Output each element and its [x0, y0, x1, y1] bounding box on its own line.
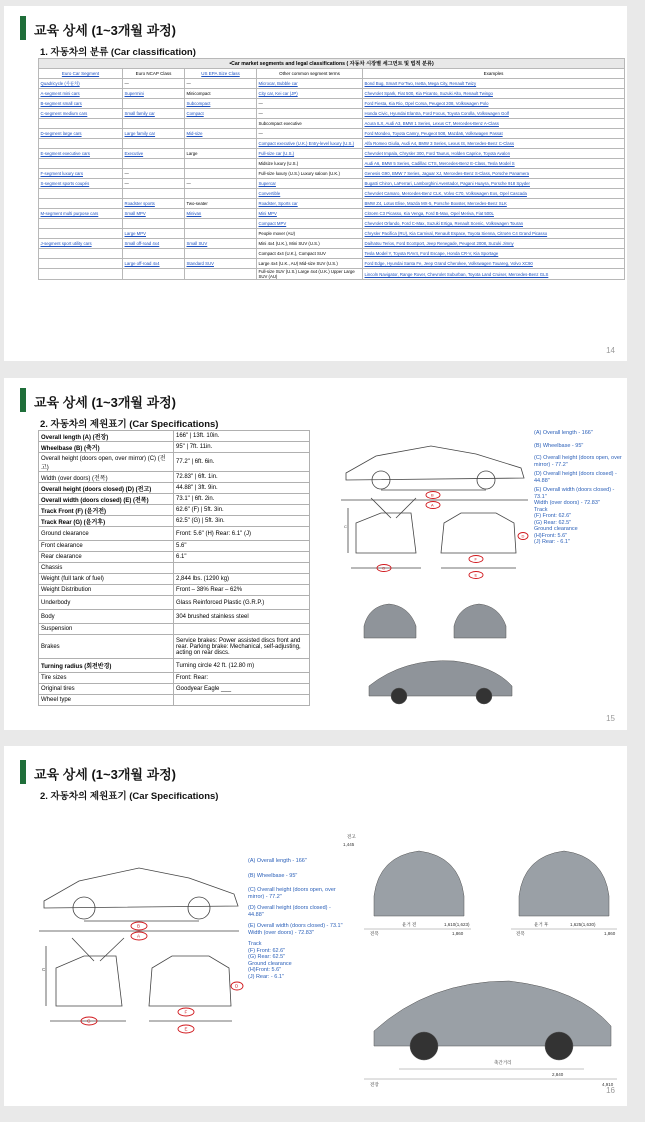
table-cell[interactable]: Small MPV — [123, 209, 185, 219]
spec-row — [39, 453, 310, 472]
table-row — [39, 249, 625, 259]
slide-subtitle: 2. 자동차의 제원표기 (Car Specifications) — [40, 791, 219, 802]
label-e: E — [184, 1026, 188, 1032]
spec-value: 44.88" | 3ft. 9in. — [174, 483, 310, 494]
table-row — [39, 129, 625, 139]
label-d: D — [521, 533, 525, 539]
spec-value: 73.1" | 6ft. 2in. — [174, 494, 310, 505]
dim-wheelbase-value: 2,840 — [552, 1072, 564, 1077]
spec-row — [39, 505, 310, 516]
spec-value: 6.1" — [174, 552, 310, 563]
spec-value: 166" | 13ft. 10in. — [174, 431, 310, 442]
table-cell[interactable]: Subcompact — [185, 99, 257, 109]
table-cell[interactable]: City car, Kei car (JP) — [257, 89, 363, 99]
car-rear-outline — [149, 956, 231, 1006]
table-cell[interactable]: Mid-size — [185, 129, 257, 139]
car-front-outline — [56, 956, 122, 1006]
dim-width-label-2: 전폭 — [516, 931, 525, 936]
car-side-photo — [374, 981, 611, 1046]
car-photos — [344, 586, 534, 716]
table-cell: — — [123, 79, 185, 89]
slide-title: 교육 상세 (1~3개월 과정) — [34, 23, 177, 38]
table-cell — [39, 219, 123, 229]
table-cell[interactable]: J-segment sport utility cars — [39, 239, 123, 249]
label-a: A — [137, 933, 141, 939]
table-cell — [39, 189, 123, 199]
table-cell[interactable]: Standard SUV — [185, 259, 257, 269]
table-cell — [185, 119, 257, 129]
car-brochure-photos — [359, 831, 624, 1086]
table-cell[interactable]: Small family car — [123, 109, 185, 119]
label-g: G — [382, 565, 386, 571]
accent-bar — [20, 388, 26, 412]
table-cell[interactable]: Chrysler Pacifica (RU), Kia Carnival, Renault Espace, Toyota Sienna, Citroën C4 Grand Picasso — [363, 229, 625, 239]
header-ncap: Euro NCAP Class — [123, 69, 185, 79]
spec-key: Wheel type — [39, 695, 174, 706]
spec-key: Chassis — [39, 563, 174, 574]
table-row — [39, 99, 625, 109]
spec-row — [39, 585, 310, 596]
table-cell[interactable]: Supermini — [123, 89, 185, 99]
car-front-outline — [356, 513, 416, 553]
table-cell: Full-size SUV (U.S.) Large 4x4 (U.K.) Upper Large SUV (AU) — [257, 269, 363, 280]
table-cell[interactable]: M-segment multi purpose cars — [39, 209, 123, 219]
label-d: D — [235, 983, 239, 989]
table-cell — [185, 169, 257, 179]
table-cell[interactable]: Full-size car (U.S.) — [257, 149, 363, 159]
label-f: F — [474, 556, 477, 562]
car-rear-photo — [519, 851, 609, 916]
label-b: B — [137, 923, 141, 929]
table-cell[interactable]: E-segment executive cars — [39, 149, 123, 159]
table-cell: People mover (AU) — [257, 229, 363, 239]
header-other: Other common segment terms — [257, 69, 363, 79]
slide-title: 교육 상세 (1~3개월 과정) — [34, 767, 177, 782]
dim-height-value: 1,445 — [343, 842, 355, 847]
table-cell[interactable]: Roadster, Sports car — [257, 199, 363, 209]
spec-key: Overall length (A) (전장) — [39, 431, 174, 442]
spec-row — [39, 563, 310, 574]
table-cell[interactable]: Mini MPV — [257, 209, 363, 219]
slide-subtitle: 2. 자동차의 제원표기 (Car Specifications) — [40, 419, 219, 430]
label-b: B — [431, 492, 434, 498]
table-cell — [185, 219, 257, 229]
label-f: F — [184, 1009, 188, 1015]
table-cell — [39, 229, 123, 239]
spec-value: Service brakes: Power assisted discs front and rear. Parking brake: Mechanical, self-adjusting, acting on rear discs. — [174, 635, 310, 659]
dim-width-value-2: 1,860 — [604, 931, 616, 936]
table-cell — [39, 259, 123, 269]
table-cell: Subcompact executive — [257, 119, 363, 129]
table-cell[interactable]: Convertible — [257, 189, 363, 199]
table-row — [39, 119, 625, 129]
spec-key: Width (over doors) (전폭) — [39, 472, 174, 483]
table-cell — [39, 139, 123, 149]
label-c: C — [344, 524, 347, 529]
spec-key: Weight (full tank of fuel) — [39, 574, 174, 585]
table-cell — [185, 139, 257, 149]
table-cell[interactable]: Microcar, Bubble car — [257, 79, 363, 89]
table-cell: — — [257, 99, 363, 109]
table-cell[interactable]: C-segment medium cars — [39, 109, 123, 119]
table-cell[interactable]: Roadster sports — [123, 199, 185, 209]
diagram-annotations: (A) Overall length - 166" (B) Wheelbase - 95" (C) Overall height (doors open, over mirror) - 77.2" (D) Overall height (doors closed) - 44.88" (E) Overall width (doors closed) - 73.1" Width (over doors) - 72.83" Track (F) Front: 62.6" (G) Rear: 62.5" Ground clearance (H)Front: 5.6" (J) Rear: - 6.1" — [534, 430, 622, 545]
page-number: 16 — [606, 1086, 615, 1095]
spec-key: Overall height (doors open, over mirror) (C) (전고) — [39, 453, 174, 472]
car-side-outline — [44, 868, 238, 908]
table-row — [39, 199, 625, 209]
spec-value: 2,844 lbs. (1290 kg) — [174, 574, 310, 585]
table-caption: •Car market segments and legal classifications ( 자동차 시장별 세그먼트 및 법적 분류) — [39, 59, 625, 69]
table-row — [39, 229, 625, 239]
spec-row — [39, 483, 310, 494]
spec-key: Overall height (doors closed) (D) (전고) — [39, 483, 174, 494]
table-cell[interactable]: Chevrolet Orlando, Ford C-Max, Suzuki Ertiga, Renault Scenic, Volkswagen Touran — [363, 219, 625, 229]
dim-width-value: 1,860 — [452, 931, 464, 936]
spec-key: Track Rear (G) (윤거후) — [39, 516, 174, 527]
label-e: E — [474, 572, 478, 578]
dim-width-label: 전폭 — [370, 931, 379, 936]
table-cell[interactable]: Citroën C3 Picasso, Kia Venga, Ford B-Max, Opel Meriva, Fiat 500L — [363, 209, 625, 219]
dim-length-value: 4,910 — [602, 1082, 614, 1087]
table-cell[interactable]: Acura ILX, Audi A3, BMW 1 Series, Lexus CT, Mercedes-Benz A-Class — [363, 119, 625, 129]
spec-value: Front: 5.6" (H) Rear: 6.1" (J) — [174, 527, 310, 541]
spec-key: Overall width (doors closed) (E) (전폭) — [39, 494, 174, 505]
car-dimension-diagram — [336, 428, 536, 583]
table-cell[interactable]: Executive — [123, 149, 185, 159]
spec-value: 62.5" (G) | 5ft. 3in. — [174, 516, 310, 527]
segment-table — [38, 58, 625, 280]
car-front-photo — [364, 604, 416, 638]
rear-wheel — [188, 897, 210, 919]
table-cell — [39, 269, 123, 280]
spec-key: Ground clearance — [39, 527, 174, 541]
spec-row — [39, 635, 310, 659]
label-c: C — [42, 967, 46, 972]
table-cell[interactable]: Alfa Romeo Giulia, Audi A4, BMW 3 Series, Lexus IS, Mercedes-Benz C-Class — [363, 139, 625, 149]
table-cell[interactable]: Chevrolet Camaro, Mercedes-Benz CLK, Volvo C70, Volkswagen Eos, Opel Cascada — [363, 189, 625, 199]
table-cell[interactable]: Minivan — [185, 209, 257, 219]
table-cell: Two-seater — [185, 199, 257, 209]
spec-value — [174, 563, 310, 574]
slide-title: 교육 상세 (1~3개월 과정) — [34, 395, 177, 410]
table-cell — [185, 159, 257, 169]
table-cell[interactable]: Ford Edge, Hyundai Santa Fe, Jeep Grand Cherokee, Volkswagen Touareg, Volvo XC90 — [363, 259, 625, 269]
spec-key: Front clearance — [39, 541, 174, 552]
table-cell — [123, 249, 185, 259]
spec-key: Track Front (F) (윤거전) — [39, 505, 174, 516]
dim-rear-track-value: 1,625(1,630) — [570, 922, 596, 927]
table-cell[interactable]: Large family car — [123, 129, 185, 139]
header-epa[interactable]: US EPA Size Class — [185, 69, 257, 79]
spec-row — [39, 472, 310, 483]
car-dimension-diagram — [34, 846, 244, 1036]
spec-value: 72.83" | 6ft. 1in. — [174, 472, 310, 483]
table-row — [39, 209, 625, 219]
spec-key: Suspension — [39, 624, 174, 635]
dim-length-label: 전장 — [370, 1082, 379, 1087]
spec-value: 77.2" | 6ft. 6in. — [174, 453, 310, 472]
car-side-outline — [346, 446, 524, 480]
spec-row — [39, 610, 310, 624]
page-number: 15 — [606, 714, 615, 723]
slide-car-specifications — [4, 378, 627, 730]
table-cell[interactable]: Compact — [185, 109, 257, 119]
table-cell[interactable]: S-segment sports coupés — [39, 179, 123, 189]
car-rear-photo — [454, 604, 506, 638]
table-row — [39, 219, 625, 229]
table-cell[interactable]: Small off-road 4x4 — [123, 239, 185, 249]
table-row — [39, 189, 625, 199]
spec-row — [39, 596, 310, 610]
dim-wheelbase-label: 축간거리 — [494, 1060, 512, 1065]
table-cell[interactable]: B-segment small cars — [39, 99, 123, 109]
spec-value: 62.6" (F) | 5ft. 3in. — [174, 505, 310, 516]
table-cell — [39, 249, 123, 259]
spec-key: Body — [39, 610, 174, 624]
table-cell — [39, 159, 123, 169]
car-side-photo — [369, 661, 512, 696]
table-cell — [39, 119, 123, 129]
table-cell[interactable]: Daihatsu Terios, Ford EcoSport, Jeep Renegade, Peugeot 2008, Suzuki Jimny — [363, 239, 625, 249]
table-row — [39, 79, 625, 89]
spec-value: 304 brushed stainless steel — [174, 610, 310, 624]
page-number: 14 — [606, 346, 615, 355]
spec-row — [39, 684, 310, 695]
table-row — [39, 159, 625, 169]
spec-value: Glass Reinforced Plastic (G.R.P.) — [174, 596, 310, 610]
table-cell[interactable]: D-segment large cars — [39, 129, 123, 139]
table-cell — [185, 269, 257, 280]
accent-bar — [20, 760, 26, 784]
spec-table — [38, 430, 310, 706]
spec-value: 95" | 7ft. 11in. — [174, 442, 310, 453]
spec-value: Front: Rear: — [174, 673, 310, 684]
table-cell — [123, 269, 185, 280]
table-cell: Large 4x4 (U.K., AU) Mid-size SUV (U.S.) — [257, 259, 363, 269]
spec-row — [39, 695, 310, 706]
spec-row — [39, 552, 310, 563]
spec-row — [39, 431, 310, 442]
spec-row — [39, 527, 310, 541]
spec-row — [39, 494, 310, 505]
table-row — [39, 89, 625, 99]
table-row — [39, 269, 625, 280]
table-cell[interactable]: Quadricycle (사륜차) — [39, 79, 123, 89]
table-cell — [185, 249, 257, 259]
spec-row — [39, 673, 310, 684]
table-cell — [123, 159, 185, 169]
table-cell[interactable]: Small SUV — [185, 239, 257, 249]
spec-key: Wheelbase (B) (축거) — [39, 442, 174, 453]
table-cell: — — [185, 79, 257, 89]
table-cell — [123, 139, 185, 149]
table-cell: — — [257, 129, 363, 139]
table-cell[interactable]: Genesis G90, BMW 7 Series, Jaguar XJ, Mercedes-Benz S-Class, Porsche Panamera — [363, 169, 625, 179]
spec-key: Turning radius (회전반경) — [39, 659, 174, 673]
table-cell — [123, 99, 185, 109]
table-cell: Full-size luxury (U.S.) Luxury saloon (U.K.) — [257, 169, 363, 179]
table-cell — [123, 219, 185, 229]
table-row — [39, 109, 625, 119]
table-cell — [123, 189, 185, 199]
table-cell — [185, 189, 257, 199]
table-cell: Large — [185, 149, 257, 159]
table-row — [39, 259, 625, 269]
table-cell: — — [123, 179, 185, 189]
table-cell: Compact 4x4 (U.K.), Compact SUV — [257, 249, 363, 259]
spec-row — [39, 659, 310, 673]
accent-bar — [20, 16, 26, 40]
table-cell[interactable]: Large off-road 4x4 — [123, 259, 185, 269]
spec-value — [174, 695, 310, 706]
spec-row — [39, 442, 310, 453]
spec-value — [174, 624, 310, 635]
label-a: A — [431, 502, 434, 508]
table-cell — [185, 229, 257, 239]
car-front-photo — [374, 851, 464, 916]
spec-value: Front – 38% Rear – 62% — [174, 585, 310, 596]
spec-row — [39, 574, 310, 585]
table-cell[interactable]: Lincoln Navigator, Range Rover, Chevrolet Suburban, Toyota Land Cruiser, Mercedes-Benz GLS — [363, 269, 625, 280]
table-cell[interactable]: F-segment luxury cars — [39, 169, 123, 179]
table-row — [39, 139, 625, 149]
spec-value: Goodyear Eagle ___ — [174, 684, 310, 695]
label-g: G — [87, 1018, 91, 1024]
diagram-annotations: (A) Overall length - 166" (B) Wheelbase - 95" (C) Overall height (doors open, over mirror) - 77.2" (D) Overall height (doors closed) - 44.88" (E) Overall width (doors closed) - 73.1" Width (over doors) - 72.83" Track (F) Front: 62.6" (G) Rear: 62.5" Ground clearance (H)Front: 5.6" (J) Rear: - 6.1" — [248, 858, 343, 980]
spec-row — [39, 624, 310, 635]
table-cell[interactable]: Bugatti Chiron, LaFerrari, Lamborghini Aventador, Pagani Huayra, Porsche 918 Spyder — [363, 179, 625, 189]
table-cell[interactable]: Tesla Model Y, Toyota RAV4, Ford Escape, Honda CR-V, Kia Sportage — [363, 249, 625, 259]
dim-front-track-value: 1,610(1,623) — [444, 922, 470, 927]
spec-key: Underbody — [39, 596, 174, 610]
dim-front-track-label: 윤거 전 — [402, 922, 417, 927]
table-cell[interactable]: Supercar — [257, 179, 363, 189]
table-cell: Midsize luxury (U.S.) — [257, 159, 363, 169]
header-euro-segment[interactable]: Euro Car Segment — [39, 69, 123, 79]
table-row — [39, 239, 625, 249]
slide-car-classification — [4, 6, 627, 361]
spec-row — [39, 516, 310, 527]
spec-value: 5.6" — [174, 541, 310, 552]
table-row — [39, 169, 625, 179]
table-cell[interactable]: Bond Bug, Smart ForTwo, Isetta, Mega City, Renault Twizy — [363, 79, 625, 89]
spec-value: Turning circle 42 ft. (12.80 m) — [174, 659, 310, 673]
table-row — [39, 179, 625, 189]
table-cell: — — [185, 179, 257, 189]
table-cell: Minicompact — [185, 89, 257, 99]
spec-key: Weight Distribution — [39, 585, 174, 596]
table-cell[interactable]: Compact executive (U.K.) Entry-level luxury (U.S.) — [257, 139, 363, 149]
table-cell[interactable]: Compact MPV — [257, 219, 363, 229]
dim-height-label: 전고 — [347, 834, 356, 839]
spec-key: Tire sizes — [39, 673, 174, 684]
table-cell[interactable]: Chevrolet Spark, Fiat 500, Kia Picanto, Suzuki Alto, Renault Twingo — [363, 89, 625, 99]
table-cell — [123, 119, 185, 129]
spec-key: Brakes — [39, 635, 174, 659]
table-cell[interactable]: Honda Civic, Hyundai Elantra, Ford Focus, Toyota Corolla, Volkswagen Golf — [363, 109, 625, 119]
table-cell[interactable]: Large MPV — [123, 229, 185, 239]
slide-car-specifications-diagram — [4, 746, 627, 1106]
spec-key: Rear clearance — [39, 552, 174, 563]
dim-rear-track-label: 윤거 후 — [534, 922, 549, 927]
table-cell: — — [257, 109, 363, 119]
table-cell — [39, 199, 123, 209]
table-cell: — — [123, 169, 185, 179]
header-examples: Examples — [363, 69, 625, 79]
spec-row — [39, 541, 310, 552]
table-cell[interactable]: A-segment mini cars — [39, 89, 123, 99]
table-cell: Mini 4x4 (U.K.), Mini SUV (U.S.) — [257, 239, 363, 249]
table-cell[interactable]: Ford Mondeo, Toyota Camry, Peugeot 508, Mazda6, Volkswagen Passat — [363, 129, 625, 139]
table-cell[interactable]: BMW Z4, Lotus Elise, Mazda MX-5, Porsche Boxster, Mercedes-Benz SLK — [363, 199, 625, 209]
spec-key: Original tires — [39, 684, 174, 695]
table-cell[interactable]: Chevrolet Impala, Chrysler 300, Ford Taurus, Holden Caprice, Toyota Avalon — [363, 149, 625, 159]
table-row — [39, 149, 625, 159]
slide-subtitle: 1. 자동차의 분류 (Car classification) — [40, 47, 196, 58]
table-cell[interactable]: Ford Fiesta, Kia Rio, Opel Corsa, Peugeot 208, Volkswagen Polo — [363, 99, 625, 109]
rear-wheel — [477, 471, 495, 489]
car-rear-outline — [441, 513, 516, 553]
table-cell[interactable]: Audi A6, BMW 5 Series, Cadillac CTS, Mercedes-Benz E-Class, Tesla Model S — [363, 159, 625, 169]
